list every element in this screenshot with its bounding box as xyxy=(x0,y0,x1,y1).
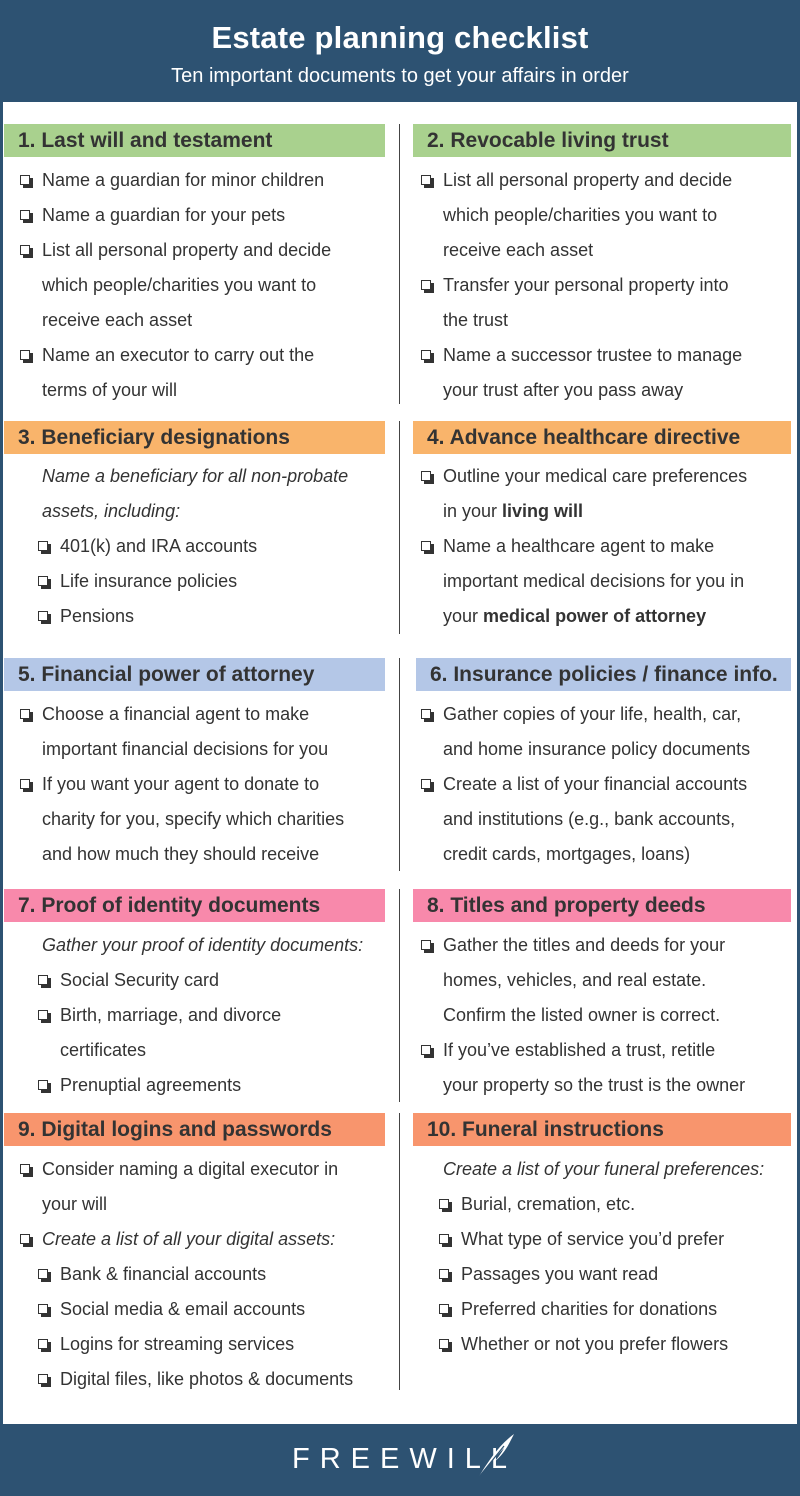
section-heading-identity: 7. Proof of identity documents xyxy=(4,889,385,922)
checklist-item-text: and institutions (e.g., bank accounts, xyxy=(443,809,736,829)
checklist-item-text: Birth, marriage, and divorce xyxy=(60,1005,282,1025)
checklist-item-text: Create a list of all your digital assets: xyxy=(42,1229,336,1249)
checklist-item-text: receive each asset xyxy=(42,310,193,330)
checklist-item-text: Gather the titles and deeds for your xyxy=(443,935,726,955)
checkbox-icon xyxy=(20,245,30,255)
checkbox-icon xyxy=(38,1010,48,1020)
checkbox-icon xyxy=(38,541,48,551)
checklist-item-text: Name a guardian for your pets xyxy=(42,205,286,225)
section-heading-funeral: 10. Funeral instructions xyxy=(413,1113,791,1146)
checklist-item-text: Life insurance policies xyxy=(60,571,238,591)
quill-feather-icon xyxy=(474,1432,518,1480)
checklist-item-text: Digital files, like photos & documents xyxy=(60,1369,354,1389)
checklist-item-text: Whether or not you prefer flowers xyxy=(461,1334,729,1354)
section-heading-titles: 8. Titles and property deeds xyxy=(413,889,791,922)
checklist-item-text: the trust xyxy=(443,310,509,330)
checklist-item-text: 401(k) and IRA accounts xyxy=(60,536,258,556)
column-divider xyxy=(399,658,400,871)
checklist-item-text: Gather your proof of identity documents: xyxy=(42,935,364,955)
checklist-item-text: Logins for streaming services xyxy=(60,1334,295,1354)
checkbox-icon xyxy=(20,1164,30,1174)
checklist-item-text: in your living will xyxy=(443,501,584,521)
checklist-item-text: charity for you, specify which charities xyxy=(42,809,345,829)
checkbox-icon xyxy=(20,709,30,719)
checkbox-icon xyxy=(421,280,431,290)
checklist-item-text: Choose a financial agent to make xyxy=(42,704,310,724)
column-divider xyxy=(399,1113,400,1390)
checklist-item-text: homes, vehicles, and real estate. xyxy=(443,970,707,990)
checklist-item-text: Social Security card xyxy=(60,970,220,990)
checkbox-icon xyxy=(38,1374,48,1384)
checklist-item-text: important financial decisions for you xyxy=(42,739,329,759)
section-heading-digital: 9. Digital logins and passwords xyxy=(4,1113,385,1146)
checklist-item-text: assets, including: xyxy=(42,501,181,521)
checkbox-icon xyxy=(439,1199,449,1209)
checklist-item-text: Outline your medical care preferences xyxy=(443,466,748,486)
checkbox-icon xyxy=(20,1234,30,1244)
checkbox-icon xyxy=(421,350,431,360)
checklist-item-text: Transfer your personal property into xyxy=(443,275,729,295)
checklist-item-text: terms of your will xyxy=(42,380,178,400)
checklist-item-text: List all personal property and decide xyxy=(443,170,733,190)
column-divider xyxy=(399,889,400,1102)
column-divider xyxy=(399,421,400,634)
checkbox-icon xyxy=(38,1339,48,1349)
checklist-item-text: your will xyxy=(42,1194,108,1214)
checklist-item-text: and home insurance policy documents xyxy=(443,739,751,759)
checkbox-icon xyxy=(421,779,431,789)
checkbox-icon xyxy=(421,471,431,481)
checkbox-icon xyxy=(439,1339,449,1349)
checkbox-icon xyxy=(38,576,48,586)
checkbox-icon xyxy=(38,1304,48,1314)
checklist-item-bold-text: living will xyxy=(502,501,584,521)
checkbox-icon xyxy=(421,940,431,950)
checklist-item-text: your property so the trust is the owner xyxy=(443,1075,746,1095)
checklist-item-text: which people/charities you want to xyxy=(42,275,317,295)
checklist-item-text: Confirm the listed owner is correct. xyxy=(443,1005,721,1025)
checkbox-icon xyxy=(439,1234,449,1244)
checkbox-icon xyxy=(439,1304,449,1314)
checklist-item-text: Passages you want read xyxy=(461,1264,659,1284)
checklist-item-text: Bank & financial accounts xyxy=(60,1264,267,1284)
section-heading-trust: 2. Revocable living trust xyxy=(413,124,791,157)
checklist-item-text: your trust after you pass away xyxy=(443,380,684,400)
section-heading-will: 1. Last will and testament xyxy=(4,124,385,157)
checklist-item-text: Burial, cremation, etc. xyxy=(461,1194,636,1214)
checklist-item-text: If you’ve established a trust, retitle xyxy=(443,1040,716,1060)
section-heading-insurance: 6. Insurance policies / finance info. xyxy=(416,658,791,691)
checkbox-icon xyxy=(439,1269,449,1279)
page-title: Estate planning checklist xyxy=(211,20,589,55)
header-banner xyxy=(0,0,800,102)
checklist-item-text: Preferred charities for donations xyxy=(461,1299,718,1319)
checklist-item-text: Pensions xyxy=(60,606,135,626)
checkbox-icon xyxy=(421,541,431,551)
checklist-item-text: What type of service you’d prefer xyxy=(461,1229,725,1249)
checklist-item-text: receive each asset xyxy=(443,240,594,260)
section-heading-beneficiary: 3. Beneficiary designations xyxy=(4,421,385,454)
checklist-item-text: Name a guardian for minor children xyxy=(42,170,325,190)
checklist-item-text: your medical power of attorney xyxy=(443,606,707,626)
checklist-item-text: Prenuptial agreements xyxy=(60,1075,242,1095)
checkbox-icon xyxy=(38,611,48,621)
column-divider xyxy=(399,124,400,404)
checklist-item-bold-text: medical power of attorney xyxy=(483,606,707,626)
page-subtitle: Ten important documents to get your affairs in order xyxy=(171,65,629,87)
freewill-logo-text: FREEWILL xyxy=(292,1443,518,1475)
checklist-item-text: Name a healthcare agent to make xyxy=(443,536,715,556)
checklist-item-text: and how much they should receive xyxy=(42,844,320,864)
checklist-item-text: Consider naming a digital executor in xyxy=(42,1159,339,1179)
checklist-item-text: which people/charities you want to xyxy=(443,205,718,225)
section-heading-healthcare: 4. Advance healthcare directive xyxy=(413,421,791,454)
checklist-item-text: Create a list of your financial accounts xyxy=(443,774,748,794)
checkbox-icon xyxy=(20,210,30,220)
checklist-item-text: important medical decisions for you in xyxy=(443,571,745,591)
checkbox-icon xyxy=(38,975,48,985)
checklist-item-text: Name an executor to carry out the xyxy=(42,345,315,365)
checkbox-icon xyxy=(20,350,30,360)
checklist-item-text: credit cards, mortgages, loans) xyxy=(443,844,691,864)
checklist-item-text: Social media & email accounts xyxy=(60,1299,306,1319)
checklist-item-text: certificates xyxy=(60,1040,147,1060)
checklist-item-text: Name a beneficiary for all non-probate xyxy=(42,466,349,486)
checkbox-icon xyxy=(20,175,30,185)
checkbox-icon xyxy=(20,779,30,789)
checkbox-icon xyxy=(38,1269,48,1279)
checklist-item-text: Create a list of your funeral preferences: xyxy=(443,1159,765,1179)
section-heading-financial-poa: 5. Financial power of attorney xyxy=(4,658,385,691)
checklist-item-text: Gather copies of your life, health, car, xyxy=(443,704,742,724)
checklist-item-text: If you want your agent to donate to xyxy=(42,774,320,794)
checklist-item-text: List all personal property and decide xyxy=(42,240,332,260)
checkbox-icon xyxy=(38,1080,48,1090)
checkbox-icon xyxy=(421,709,431,719)
checkbox-icon xyxy=(421,1045,431,1055)
checkbox-icon xyxy=(421,175,431,185)
checklist-item-text: Name a successor trustee to manage xyxy=(443,345,743,365)
